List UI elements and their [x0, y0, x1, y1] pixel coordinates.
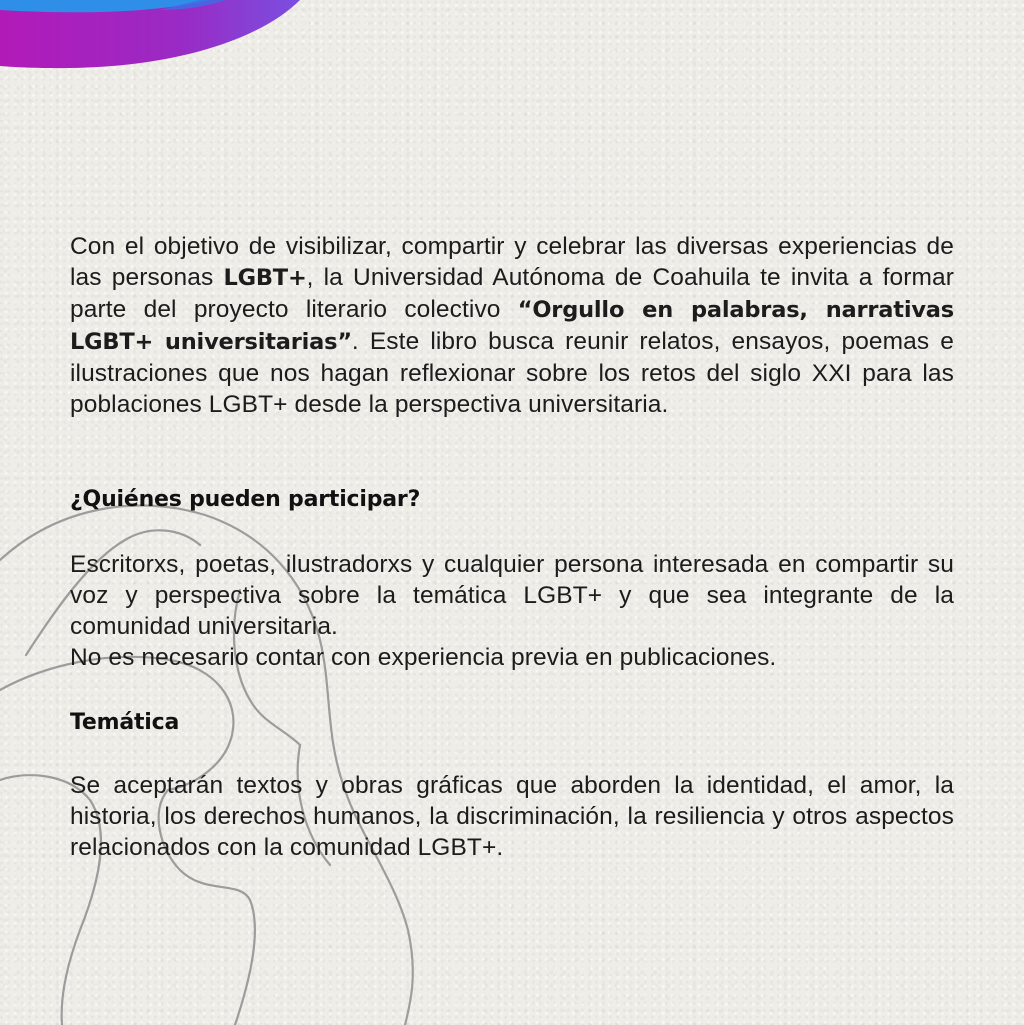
lgbt-emphasis: LGBT+ [223, 265, 307, 291]
participants-paragraph: Escritorxs, poetas, ilustradorxs y cualquier persona interesada en compartir su voz y perspectiva sobre la temática LGBT+ y que sea integrante de la comunidad universitaria. [70, 551, 954, 640]
project-title: “Orgullo en palabras, narrativas LGBT+ universitarias” [70, 297, 954, 355]
intro-text-part-1: Con el objetivo de visibilizar, compartir y celebrar las diversas experiencias de las personas [70, 233, 954, 291]
rainbow-arc-decoration [0, 0, 300, 68]
content-column [70, 231, 954, 863]
participants-heading: ¿Quiénes pueden participar? [70, 487, 421, 512]
no-experience-note: No es necesario contar con experiencia previa en publicaciones. [70, 644, 777, 671]
intro-paragraph [70, 231, 954, 420]
theme-paragraph: Se aceptarán textos y obras gráficas que aborden la identidad, el amor, la historia, los derechos humanos, la discriminación, la resiliencia y otros aspectos relacionados con la comunidad LGBT+. [70, 772, 954, 861]
theme-heading: Temática [70, 710, 180, 735]
intro-text-part-2: , la Universidad Autónoma de Coahuila te invita a formar parte del proyecto literario colectivo [70, 264, 954, 323]
intro-text-part-3: . Este libro busca reunir relatos, ensayos, poemas e ilustraciones que nos hagan reflexionar sobre los retos del siglo XXI para las poblaciones LGBT+ desde la perspectiva universitaria. [70, 328, 954, 418]
